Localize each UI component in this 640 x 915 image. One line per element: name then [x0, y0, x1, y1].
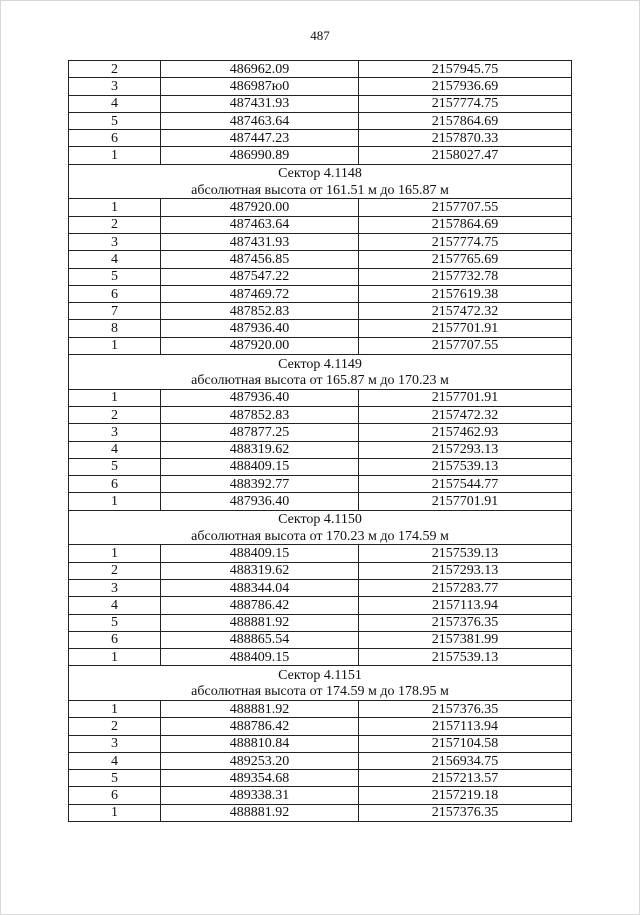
table-row — [69, 251, 572, 268]
y-coordinate-cell: 2156934.75 — [359, 752, 572, 769]
point-number-cell: 3 — [69, 233, 161, 250]
y-coordinate-cell: 2157732.78 — [359, 268, 572, 285]
y-coordinate-cell: 2157283.77 — [359, 579, 572, 596]
y-coordinate-cell: 2157945.75 — [359, 61, 572, 78]
y-coordinate-cell: 2157864.69 — [359, 216, 572, 233]
x-coordinate-cell: 487431.93 — [161, 95, 359, 112]
y-coordinate-cell: 2157936.69 — [359, 78, 572, 95]
table-row — [69, 61, 572, 78]
x-coordinate-cell: 488881.92 — [161, 700, 359, 717]
y-coordinate-cell: 2157539.13 — [359, 458, 572, 475]
point-number-cell: 1 — [69, 545, 161, 562]
table-row — [69, 493, 572, 510]
point-number-cell: 1 — [69, 804, 161, 821]
sector-altitude-row — [69, 182, 572, 199]
coordinates-table — [68, 60, 572, 822]
table-row — [69, 199, 572, 216]
table-row — [69, 95, 572, 112]
x-coordinate-cell: 488881.92 — [161, 804, 359, 821]
sector-title-row — [69, 355, 572, 373]
point-number-cell: 1 — [69, 147, 161, 164]
table-row — [69, 389, 572, 406]
y-coordinate-cell: 2157462.93 — [359, 424, 572, 441]
table-row — [69, 735, 572, 752]
x-coordinate-cell: 488865.54 — [161, 631, 359, 648]
point-number-cell: 2 — [69, 718, 161, 735]
y-coordinate-cell: 2157213.57 — [359, 770, 572, 787]
x-coordinate-cell: 487877.25 — [161, 424, 359, 441]
table-row — [69, 476, 572, 493]
table-row — [69, 787, 572, 804]
y-coordinate-cell: 2157113.94 — [359, 597, 572, 614]
point-number-cell: 3 — [69, 78, 161, 95]
point-number-cell: 6 — [69, 130, 161, 147]
point-number-cell: 2 — [69, 61, 161, 78]
sector-altitude-row — [69, 372, 572, 389]
x-coordinate-cell: 488881.92 — [161, 614, 359, 631]
x-coordinate-cell: 488409.15 — [161, 649, 359, 666]
table-row — [69, 718, 572, 735]
y-coordinate-cell: 2157701.91 — [359, 493, 572, 510]
table-row — [69, 233, 572, 250]
point-number-cell: 1 — [69, 199, 161, 216]
point-number-cell: 1 — [69, 337, 161, 354]
table-row — [69, 545, 572, 562]
point-number-cell: 5 — [69, 112, 161, 129]
x-coordinate-cell: 486990.89 — [161, 147, 359, 164]
sector-title: Сектор 4.1148 — [69, 164, 572, 182]
x-coordinate-cell: 487936.40 — [161, 389, 359, 406]
y-coordinate-cell: 2157472.32 — [359, 406, 572, 423]
y-coordinate-cell: 2157376.35 — [359, 804, 572, 821]
page-number: 487 — [310, 28, 330, 43]
x-coordinate-cell: 487852.83 — [161, 406, 359, 423]
sector-altitude: абсолютная высота от 165.87 м до 170.23 м — [69, 372, 572, 389]
point-number-cell: 2 — [69, 406, 161, 423]
table-row — [69, 424, 572, 441]
y-coordinate-cell: 2157472.32 — [359, 303, 572, 320]
x-coordinate-cell: 486962.09 — [161, 61, 359, 78]
table-row — [69, 597, 572, 614]
point-number-cell: 6 — [69, 787, 161, 804]
point-number-cell: 8 — [69, 320, 161, 337]
point-number-cell: 4 — [69, 597, 161, 614]
point-number-cell: 5 — [69, 458, 161, 475]
x-coordinate-cell: 488344.04 — [161, 579, 359, 596]
x-coordinate-cell: 488810.84 — [161, 735, 359, 752]
point-number-cell: 1 — [69, 389, 161, 406]
point-number-cell: 6 — [69, 476, 161, 493]
y-coordinate-cell: 2157113.94 — [359, 718, 572, 735]
x-coordinate-cell: 489253.20 — [161, 752, 359, 769]
table-row — [69, 579, 572, 596]
table-row — [69, 441, 572, 458]
y-coordinate-cell: 2157376.35 — [359, 700, 572, 717]
y-coordinate-cell: 2157544.77 — [359, 476, 572, 493]
x-coordinate-cell: 489338.31 — [161, 787, 359, 804]
x-coordinate-cell: 488319.62 — [161, 441, 359, 458]
sector-title: Сектор 4.1151 — [69, 666, 572, 684]
x-coordinate-cell: 488409.15 — [161, 458, 359, 475]
table-row — [69, 562, 572, 579]
table-row — [69, 458, 572, 475]
table-row — [69, 406, 572, 423]
y-coordinate-cell: 2157619.38 — [359, 285, 572, 302]
point-number-cell: 2 — [69, 216, 161, 233]
point-number-cell: 4 — [69, 752, 161, 769]
x-coordinate-cell: 487463.64 — [161, 112, 359, 129]
y-coordinate-cell: 2157774.75 — [359, 95, 572, 112]
point-number-cell: 5 — [69, 614, 161, 631]
table-row — [69, 303, 572, 320]
point-number-cell: 1 — [69, 700, 161, 717]
point-number-cell: 1 — [69, 649, 161, 666]
x-coordinate-cell: 487547.22 — [161, 268, 359, 285]
x-coordinate-cell: 488319.62 — [161, 562, 359, 579]
point-number-cell: 1 — [69, 493, 161, 510]
point-number-cell: 6 — [69, 285, 161, 302]
y-coordinate-cell: 2157539.13 — [359, 545, 572, 562]
table-row — [69, 216, 572, 233]
table-row — [69, 804, 572, 821]
y-coordinate-cell: 2157701.91 — [359, 320, 572, 337]
sector-title-row — [69, 666, 572, 684]
y-coordinate-cell: 2157293.13 — [359, 441, 572, 458]
x-coordinate-cell: 487920.00 — [161, 199, 359, 216]
x-coordinate-cell: 487431.93 — [161, 233, 359, 250]
sector-altitude-row — [69, 684, 572, 701]
y-coordinate-cell: 2157376.35 — [359, 614, 572, 631]
point-number-cell: 3 — [69, 735, 161, 752]
y-coordinate-cell: 2158027.47 — [359, 147, 572, 164]
table-row — [69, 770, 572, 787]
y-coordinate-cell: 2157539.13 — [359, 649, 572, 666]
table-row — [69, 614, 572, 631]
x-coordinate-cell: 488786.42 — [161, 597, 359, 614]
table-row — [69, 268, 572, 285]
y-coordinate-cell: 2157219.18 — [359, 787, 572, 804]
table-row — [69, 649, 572, 666]
sector-altitude: абсолютная высота от 170.23 м до 174.59 м — [69, 528, 572, 545]
y-coordinate-cell: 2157864.69 — [359, 112, 572, 129]
x-coordinate-cell: 488786.42 — [161, 718, 359, 735]
point-number-cell: 3 — [69, 424, 161, 441]
x-coordinate-cell: 487852.83 — [161, 303, 359, 320]
y-coordinate-cell: 2157707.55 — [359, 337, 572, 354]
y-coordinate-cell: 2157765.69 — [359, 251, 572, 268]
y-coordinate-cell: 2157870.33 — [359, 130, 572, 147]
sector-altitude: абсолютная высота от 174.59 м до 178.95 м — [69, 684, 572, 701]
y-coordinate-cell: 2157707.55 — [359, 199, 572, 216]
sector-title-row — [69, 510, 572, 528]
x-coordinate-cell: 489354.68 — [161, 770, 359, 787]
point-number-cell: 5 — [69, 268, 161, 285]
sector-altitude-row — [69, 528, 572, 545]
y-coordinate-cell: 2157293.13 — [359, 562, 572, 579]
x-coordinate-cell: 487469.72 — [161, 285, 359, 302]
table-row — [69, 130, 572, 147]
point-number-cell: 4 — [69, 441, 161, 458]
table-row — [69, 320, 572, 337]
table-row — [69, 147, 572, 164]
table-row — [69, 631, 572, 648]
x-coordinate-cell: 488392.77 — [161, 476, 359, 493]
point-number-cell: 6 — [69, 631, 161, 648]
x-coordinate-cell: 487920.00 — [161, 337, 359, 354]
sector-title: Сектор 4.1150 — [69, 510, 572, 528]
table-row — [69, 700, 572, 717]
table-row — [69, 337, 572, 354]
coordinates-table-body — [69, 61, 572, 822]
table-row — [69, 78, 572, 95]
y-coordinate-cell: 2157104.58 — [359, 735, 572, 752]
x-coordinate-cell: 486987ю0 — [161, 78, 359, 95]
x-coordinate-cell: 487936.40 — [161, 493, 359, 510]
x-coordinate-cell: 487447.23 — [161, 130, 359, 147]
x-coordinate-cell: 487936.40 — [161, 320, 359, 337]
y-coordinate-cell: 2157701.91 — [359, 389, 572, 406]
sector-title: Сектор 4.1149 — [69, 355, 572, 373]
table-row — [69, 112, 572, 129]
point-number-cell: 5 — [69, 770, 161, 787]
sector-title-row — [69, 164, 572, 182]
point-number-cell: 4 — [69, 251, 161, 268]
x-coordinate-cell: 488409.15 — [161, 545, 359, 562]
table-row — [69, 285, 572, 302]
point-number-cell: 3 — [69, 579, 161, 596]
table-row — [69, 752, 572, 769]
y-coordinate-cell: 2157774.75 — [359, 233, 572, 250]
x-coordinate-cell: 487463.64 — [161, 216, 359, 233]
point-number-cell: 7 — [69, 303, 161, 320]
y-coordinate-cell: 2157381.99 — [359, 631, 572, 648]
point-number-cell: 2 — [69, 562, 161, 579]
sector-altitude: абсолютная высота от 161.51 м до 165.87 м — [69, 182, 572, 199]
point-number-cell: 4 — [69, 95, 161, 112]
x-coordinate-cell: 487456.85 — [161, 251, 359, 268]
